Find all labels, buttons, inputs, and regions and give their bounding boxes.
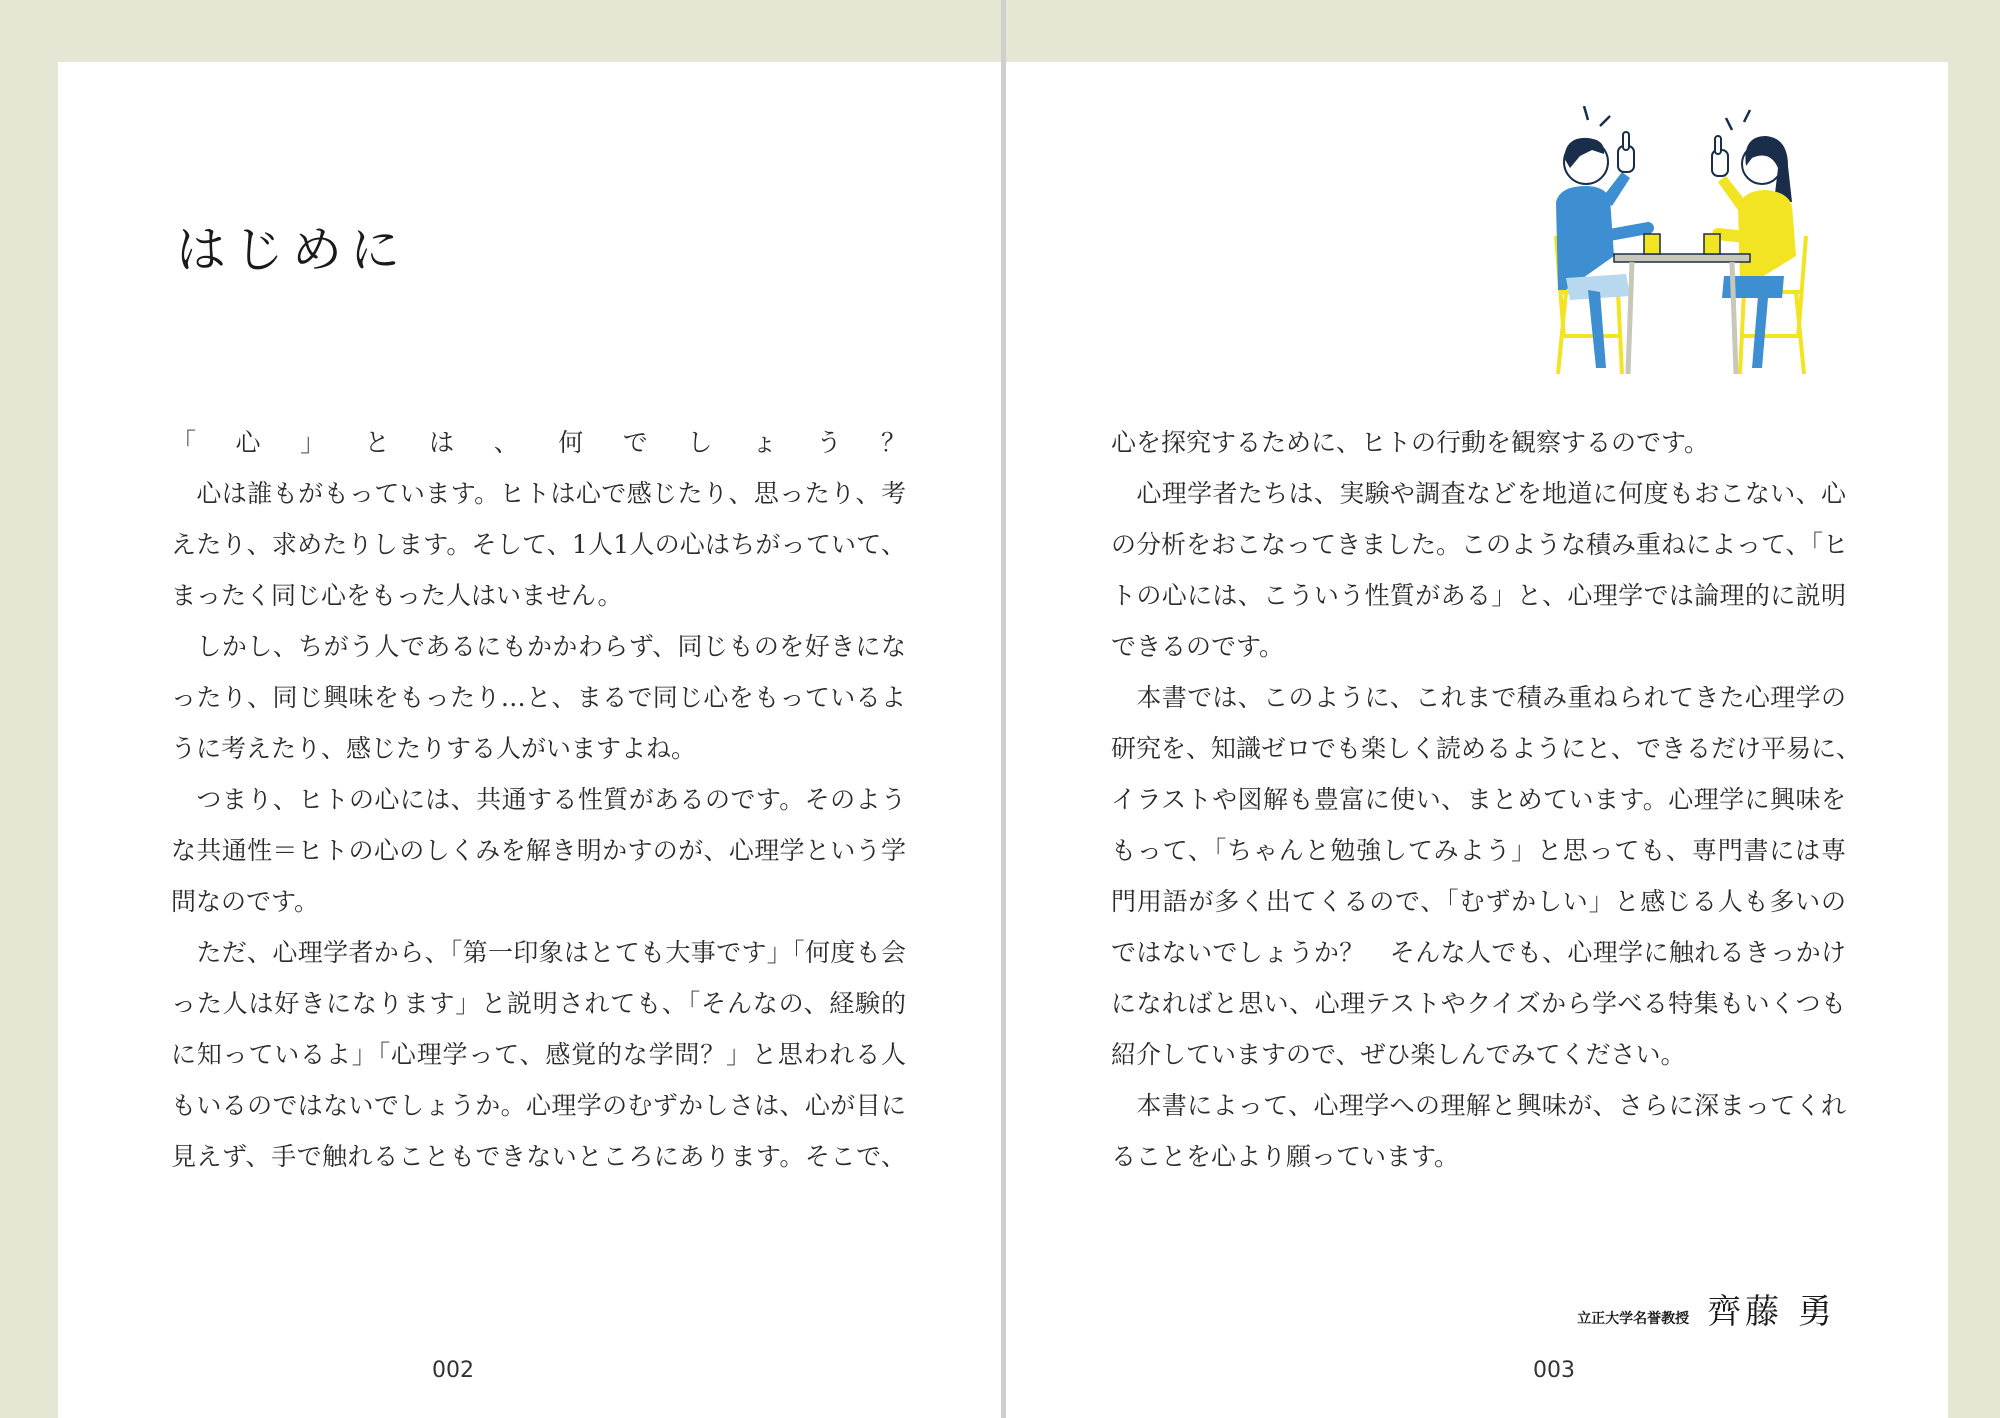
- right-page: [1006, 62, 1948, 1418]
- author-name: 齊藤 勇: [1707, 1292, 1836, 1332]
- left-page: [58, 62, 1001, 1418]
- text-line: つまり、ヒトの心には、共通する性質があるのです。そのよう: [171, 785, 906, 814]
- text-line: トの心には、こういう性質がある」と、心理学では論理的に説明: [1111, 581, 1846, 610]
- text-line: の分析をおこなってきました。このような積み重ねによって、「ヒ: [1111, 530, 1849, 559]
- table: [1614, 234, 1750, 374]
- text-line: しかし、ちがう人であるにもかかわらず、同じものを好きにな: [171, 632, 906, 661]
- text-line: まったく同じ心をもった人はいません。: [171, 581, 623, 610]
- left-person: [1556, 132, 1648, 368]
- text-line: 本書によって、心理学への理解と興味が、さらに深まってくれ: [1111, 1091, 1846, 1120]
- author-title: 立正大学名誉教授: [1577, 1311, 1690, 1327]
- text-line: 紹介していますので、ぜひ楽しんでみてください。: [1111, 1040, 1686, 1069]
- text-line: ただ、心理学者から、「第一印象はとても大事です」「何度も会: [171, 938, 906, 967]
- text-line: ではないでしょうか？ そんな人でも、心理学に触れるきっかけ: [1111, 938, 1846, 967]
- text-line: イラストや図解も豊富に使い、まとめています。心理学に興味を: [1111, 785, 1846, 814]
- text-line: ったり、同じ興味をもったり…と、まるで同じ心をもっているよ: [171, 683, 906, 712]
- author-signature: [1577, 1284, 1836, 1333]
- text-line: に知っているよ」「心理学って、感覚的な学問？」と思われる人: [171, 1040, 906, 1069]
- text-line: できるのです。: [1111, 632, 1285, 661]
- page-title: はじめに: [176, 221, 408, 279]
- right-body-text: [1111, 417, 1862, 1182]
- page-number: 002: [432, 1358, 474, 1383]
- text-line: な共通性＝ヒトの心のしくみを解き明かすのが、心理学という学: [171, 836, 906, 865]
- text-line: 心を探究するために、ヒトの行動を観察するのです。: [1111, 428, 1710, 457]
- text-line: 心は誰もがもっています。ヒトは心で感じたり、思ったり、考: [171, 479, 906, 508]
- two-people-talking-icon: [1526, 106, 1836, 376]
- text-line: 門用語が多く出てくるので、「むずかしい」と感じる人も多いの: [1111, 887, 1846, 916]
- text-line: 本書では、このように、これまで積み重ねられてきた心理学の: [1111, 683, 1846, 712]
- page-number: 003: [1533, 1358, 1575, 1383]
- text-line: になればと思い、心理テストやクイズから学べる特集もいくつも: [1111, 989, 1846, 1018]
- text-line: 心理学者たちは、実験や調査などを地道に何度もおこない、心: [1111, 479, 1846, 508]
- text-line: えたり、求めたりします。そして、1人1人の心はちがっていて、: [171, 530, 906, 559]
- motion-lines: [1584, 106, 1750, 130]
- text-line: うに考えたり、感じたりする人がいますよね。: [171, 734, 697, 763]
- text-line: 「心」とは、何でしょう？: [171, 428, 906, 457]
- right-person: [1712, 136, 1796, 368]
- text-line: もって、「ちゃんと勉強してみよう」と思っても、専門書には専: [1111, 836, 1846, 865]
- text-line: もいるのではないでしょうか。心理学のむずかしさは、心が目に: [171, 1091, 906, 1120]
- text-line: った人は好きになります」と説明されても、「そんなの、経験的: [171, 989, 906, 1018]
- text-line: 問なのです。: [171, 887, 320, 916]
- text-line: ることを心より願っています。: [1111, 1142, 1460, 1171]
- text-line: 研究を、知識ゼロでも楽しく読めるようにと、できるだけ平易に、: [1111, 734, 1862, 763]
- text-line: 見えず、手で触れることもできないところにあります。そこで、: [171, 1142, 906, 1171]
- left-body-text: [171, 417, 906, 1182]
